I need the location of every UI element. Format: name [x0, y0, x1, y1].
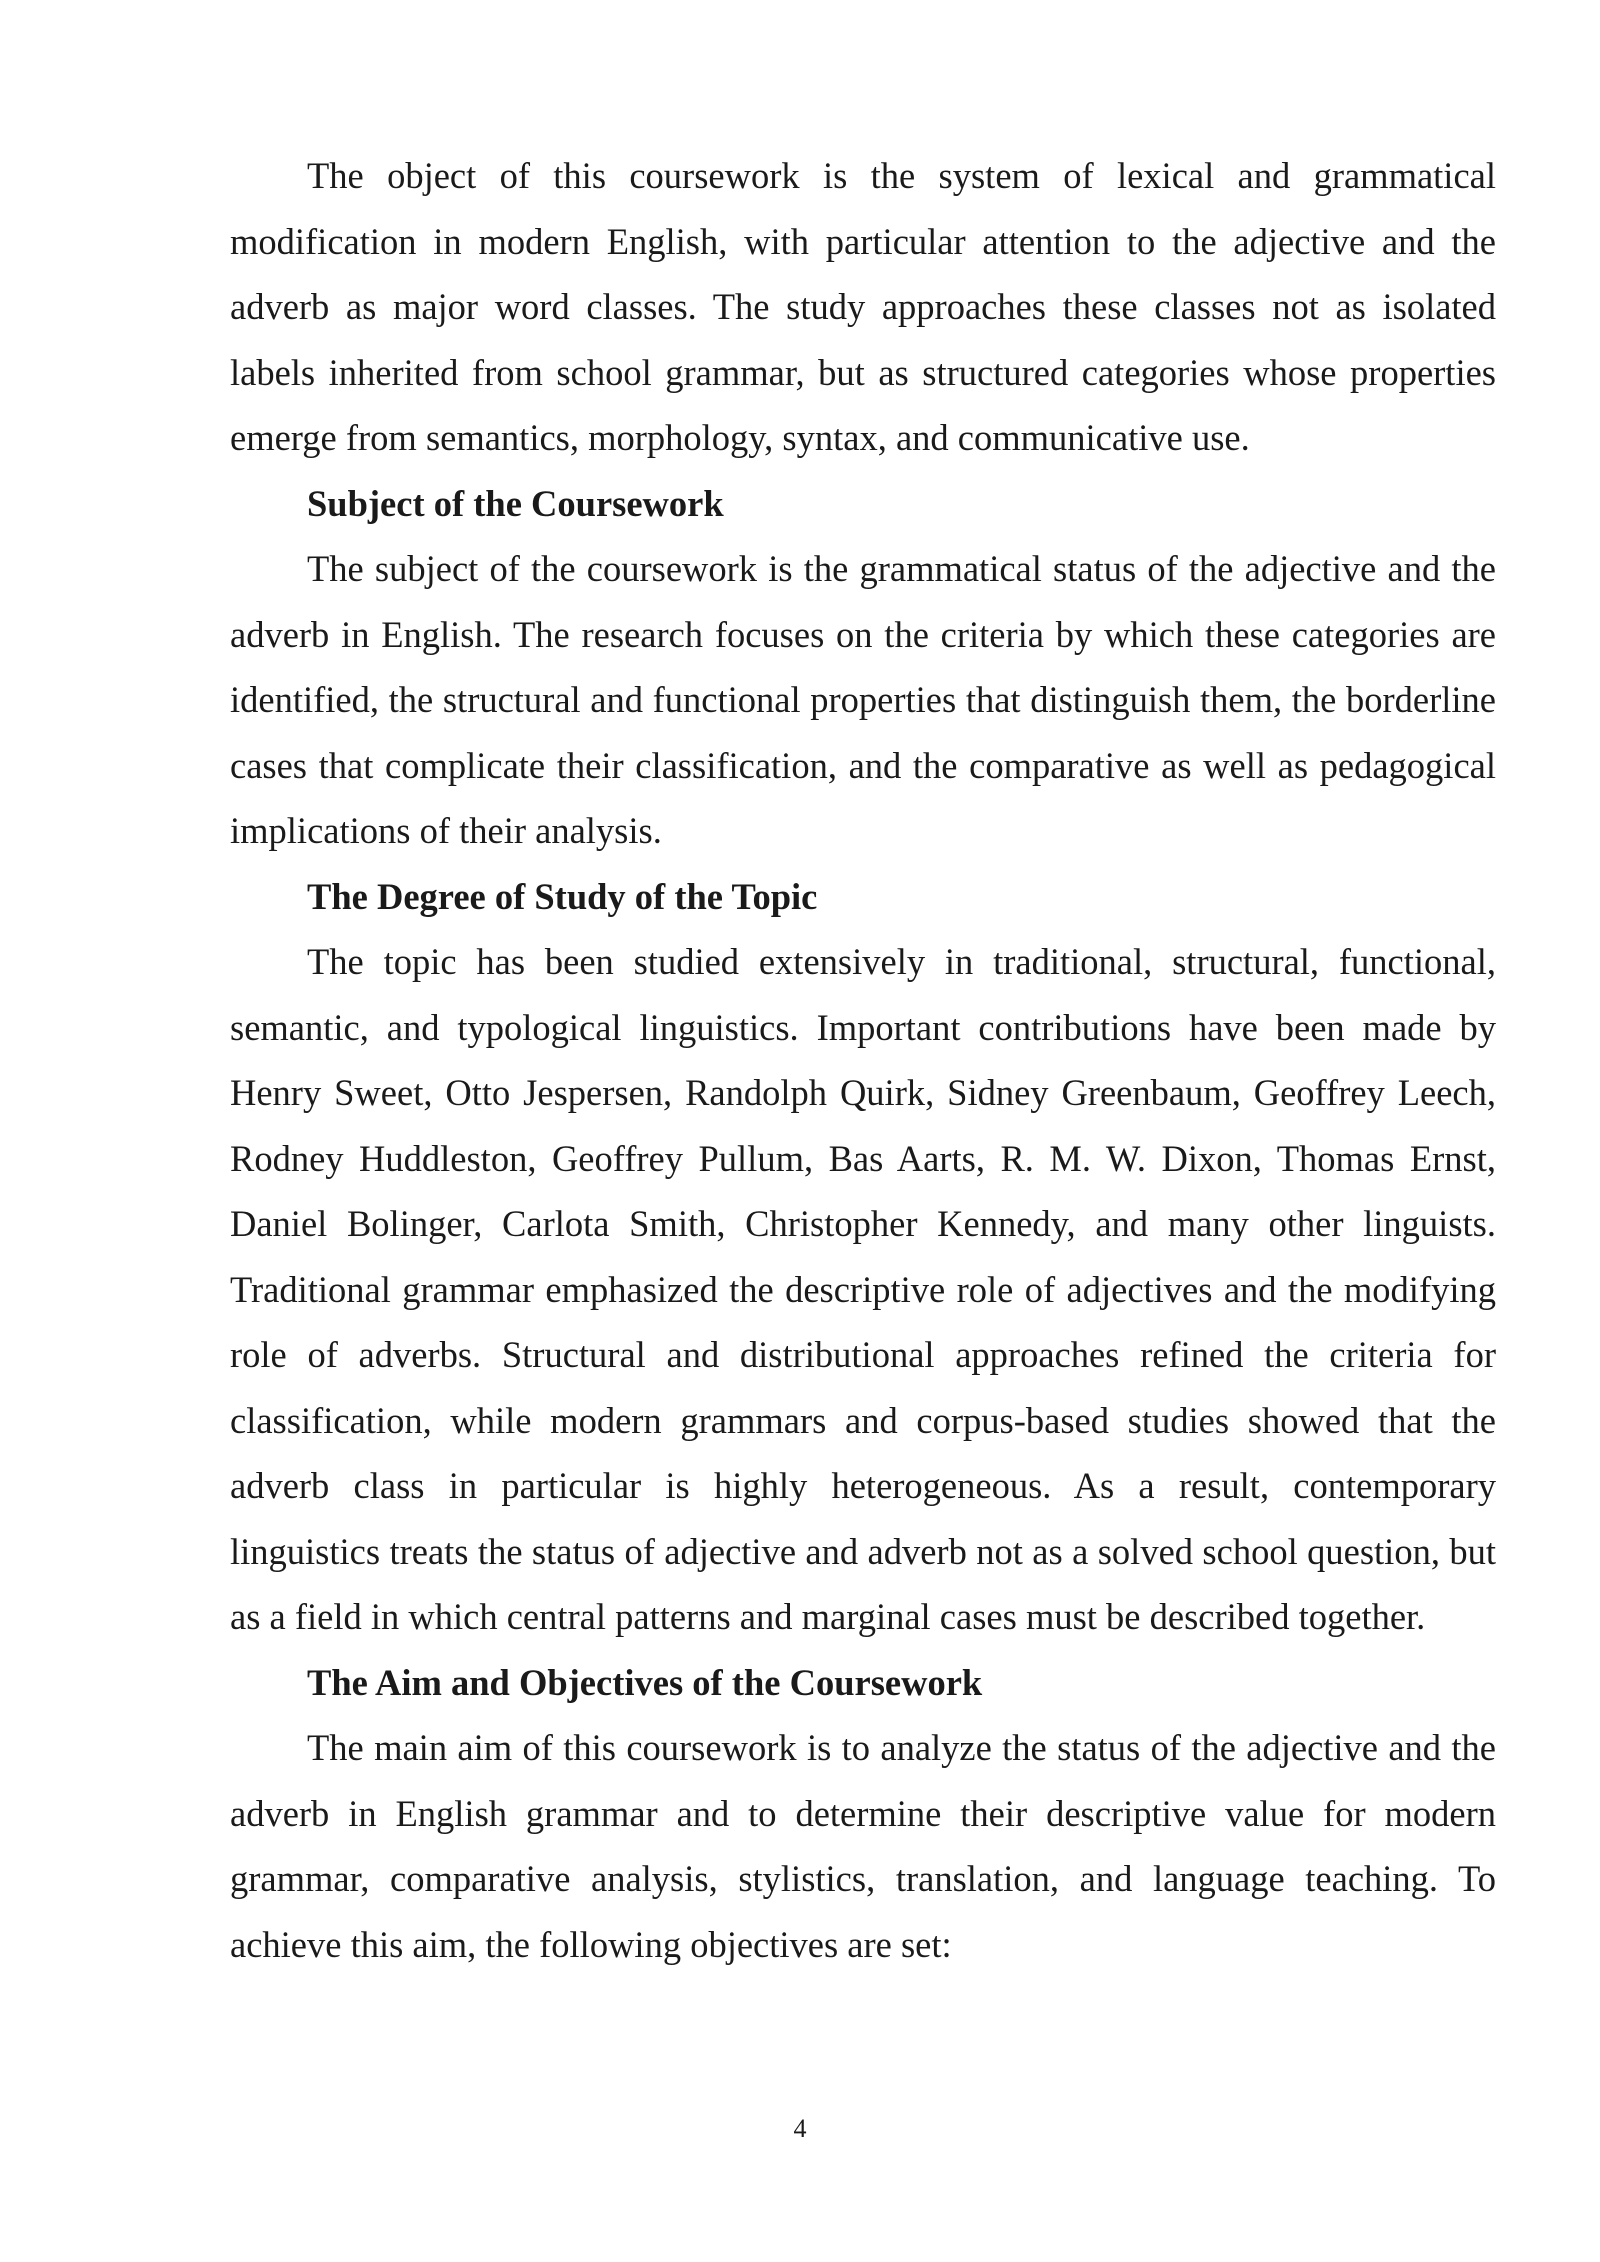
heading-subject: Subject of the Coursework: [307, 482, 724, 524]
paragraph-object: The object of this coursework is the system of lexical and grammatical modification in modern English, with particular attention to the adjective and the adverb as major word classes. The study approaches these classes not as isolated labels inherited from school grammar, but as structured categories whose properties emerge from semantics, morphology, syntax, and communicative use.: [230, 155, 1496, 458]
paragraph-subject: The subject of the coursework is the grammatical status of the adjective and the adverb in English. The research focuses on the criteria by which these categories are identified, the structural and functional properties that distinguish them, the borderline cases that complicate their classification, and the comparative as well as pedagogical implications of their analysis.: [230, 548, 1496, 851]
page-number: 4: [793, 2114, 807, 2143]
page-body: [230, 143, 1496, 1977]
paragraph-degree-of-study: The topic has been studied extensively in traditional, structural, functional, semantic, and typological linguistics. Important contributions have been made by Henry Sweet, Otto Jespersen, Randolph Quirk, Sidney Greenbaum, Geoffrey Leech, Rodney Huddleston, Geoffrey Pullum, Bas Aarts, R. M. W. Dixon, Thomas Ernst, Daniel Bolinger, Carlota Smith, Christopher Kennedy, and many other linguists. Traditional grammar emphasized the descriptive role of adjectives and the modifying role of adverbs. Structural and distributional approaches refined the criteria for classification, while modern grammars and corpus-based studies showed that the adverb class in particular is highly heterogeneous. As a result, contemporary linguistics treats the status of adjective and adverb not as a solved school question, but as a field in which central patterns and marginal cases must be described together.: [230, 941, 1496, 1637]
heading-aim-objectives: The Aim and Objectives of the Coursework: [307, 1661, 983, 1703]
paragraph-aim: The main aim of this coursework is to analyze the status of the adjective and the adverb in English grammar and to determine their descriptive value for modern grammar, comparative analysis, stylistics, translation, and language teaching. To achieve this aim, the following objectives are set:: [230, 1727, 1496, 1965]
heading-degree-of-study: The Degree of Study of the Topic: [307, 875, 818, 917]
